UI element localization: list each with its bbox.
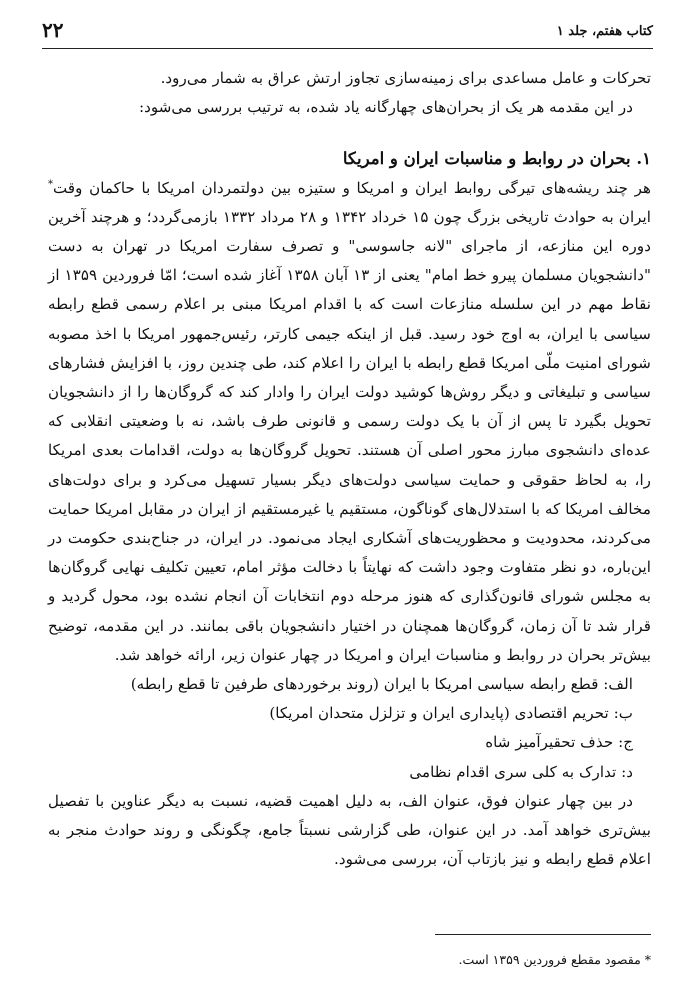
footnote: * مقصود مقطع فروردین ۱۳۵۹ است.	[458, 952, 651, 967]
footnote-divider	[435, 934, 651, 935]
page-number: ۲۲	[42, 18, 64, 42]
running-header-title: کتاب هفتم، جلد ۱	[556, 24, 653, 39]
list-item-jim: ج: حذف تحقیرآمیز شاه	[485, 733, 633, 752]
page-header	[42, 14, 653, 49]
footnote-mark: *	[48, 178, 53, 190]
main-paragraph-rest: ایران به حوادث تاریخی بزرگ چون ۱۵ خرداد ۱۳۴۲ و ۲۸ مرداد ۱۳۳۲ بازمی‌گردد؛ و هرچند آخرین دوره این منازعه، از ماجرای "لانه جاسوسی" و تصرف سفارت امریکا در تهران به دست "دانشجویان مسلمان پیرو خط امام" یعنی از ۱۳ آبان ۱۳۵۸ آغاز شده است؛ امّا فروردین ۱۳۵۹ از نقاط مهم در این سلسله منازعات است که با اقدام امریکا مبنی بر اعلام رسمی قطع رابطه سیاسی با ایران، به اوج خود رسید. قبل از اینکه جیمی کارتر، رئیس‌جمهور امریکا با اخذ مصوبه شورای امنیت ملّی امریکا قطع رابطه با ایران را اعلام کند، طی چندین روز، با افزایش فشارهای سیاسی و تبلیغاتی و دیگر روش‌ها کوشید دولت ایران را وادار کند که گروگان‌ها را از دانشجویان تحویل بگیرد تا پس از آن با یک دولت رسمی و قانونی طرف باشد، نه با وضعیتی انقلابی که عده‌ای دانشجوی مبارز محور اصلی آن هستند. تحویل گروگان‌ها به دولت، اقدامات بعدی امریکا را، به لحاظ حقوقی و حمایت سیاسی دولت‌های دیگر بسیار تسهیل می‌کرد و برای دولت‌های مخالف امریکا که با استدلال‌های گوناگون، مستقیم یا غیرمستقیم از ایران در مقابل امریکا حمایت می‌کردند، محدودیت و محظوریت‌های آشکاری ایجاد می‌نمود. در ایران، در جناح‌بندی حکومت در این‌باره، دو نظر متفاوت وجود داشت که نهایتاً با دخالت مؤثر امام، تعیین تکلیف نهایی گروگان‌ها به مجلس شورای قانون‌گذاری که هنوز مرحله دوم انتخابات آن انجام نشده بود، محول گردید و قرار شد تا آن زمان، گروگان‌ها همچنان در اختیار دانشجویان باقی بمانند. در این مقدمه، توضیح بیش‌تر بحران در روابط و مناسبات ایران و امریکا در چهار عنوان زیر، ارائه خواهد شد.	[48, 207, 652, 664]
section-heading: ۱. بحران در روابط و مناسبات ایران و امریکا	[342, 149, 651, 169]
list-item-be: ب: تحریم اقتصادی (پایداری ایران و تزلزل متحدان امریکا)	[269, 704, 633, 723]
main-paragraph-start: هر چند ریشه‌های تیرگی روابط ایران و امریکا و ستیزه بین دولتمردان امریکا با حاکمان وقت	[53, 178, 651, 197]
continuation-paragraph: تحرکات و عامل مساعدی برای زمینه‌سازی تجاوز ارتش عراق به شمار می‌رود.	[160, 69, 651, 87]
body-text	[48, 64, 651, 874]
intro-paragraph: در این مقدمه هر یک از بحران‌های چهارگانه یاد شده، به ترتیب بررسی می‌شود:	[138, 98, 633, 117]
list-item-dal: د: تدارک به کلی سری اقدام نظامی	[409, 762, 633, 781]
list-item-alef: الف: قطع رابطه سیاسی امریکا با ایران (روند برخوردهای طرفین تا قطع رابطه)	[130, 675, 633, 694]
main-paragraph	[48, 174, 651, 670]
final-paragraph: در بین چهار عنوان فوق، عنوان الف، به دلیل اهمیت قضیه، نسبت به دیگر عناوین با تفصیل بیش‌تری خواهد آمد. در این عنوان، طی گزارشی نسبتاً جامع، چگونگی و روند حوادث منجر به اعلام قطع رابطه و نیز بازتاب آن، بررسی می‌شود.	[48, 791, 651, 869]
